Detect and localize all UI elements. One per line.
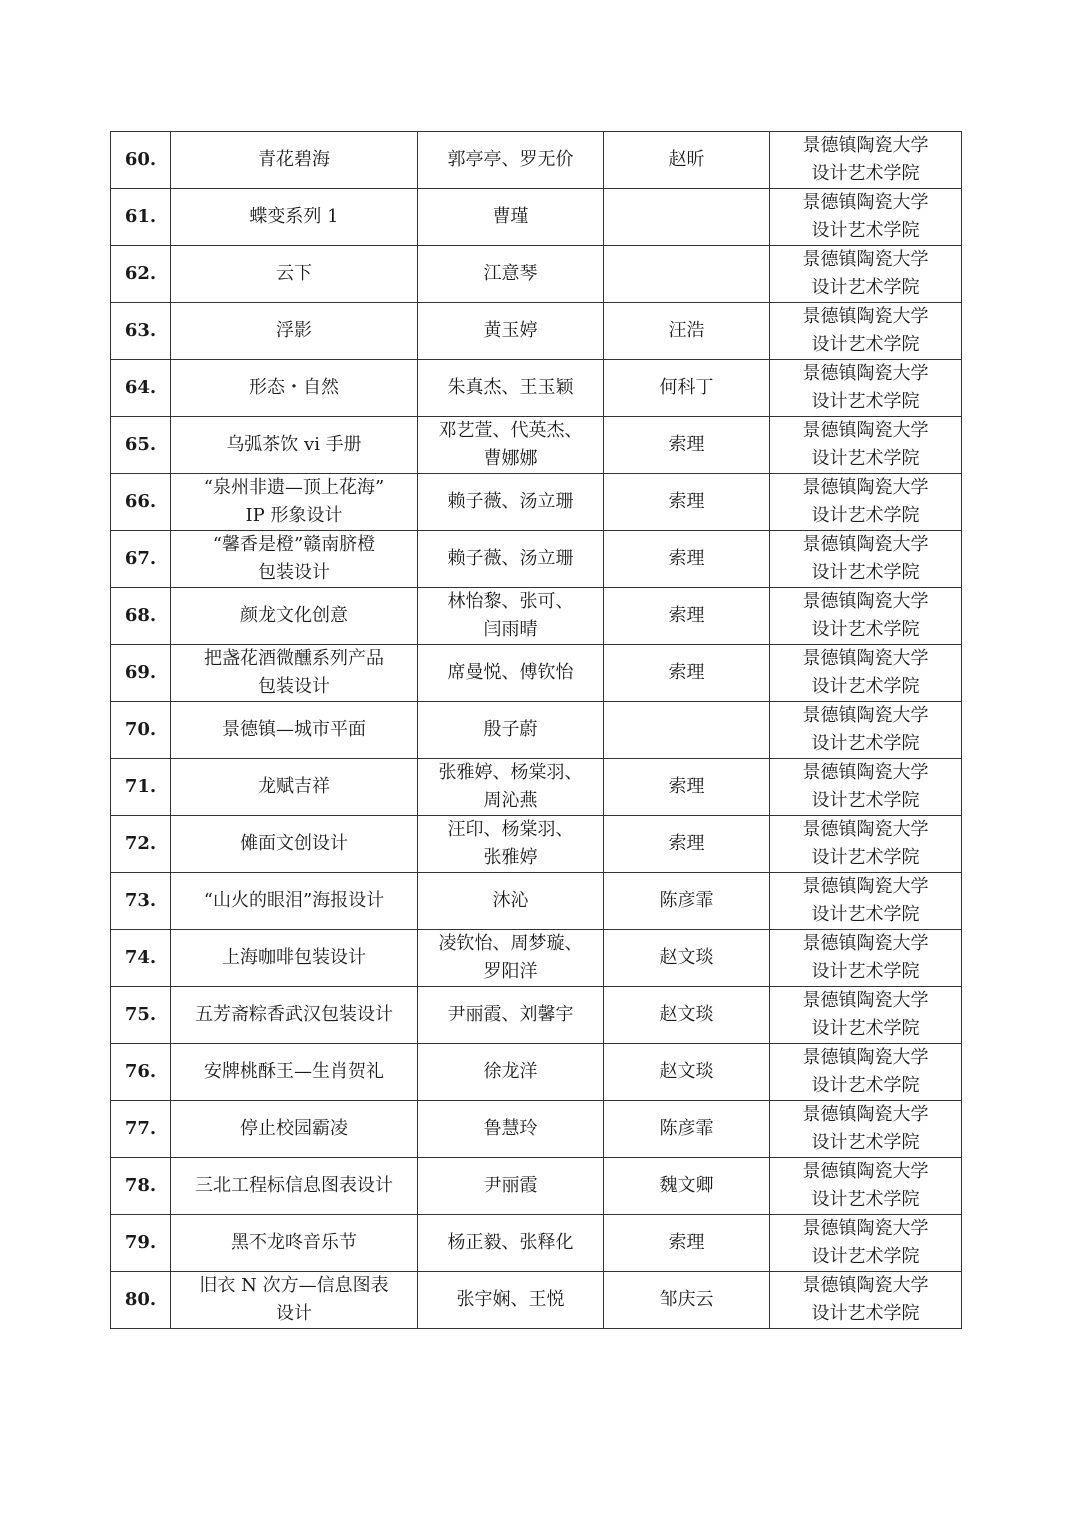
school-name-line: 设计艺术学院 [811,1132,920,1153]
advisor-name: 索理 [604,474,770,531]
author-names-line: 鲁慧玲 [483,1118,538,1139]
work-title [171,759,418,816]
row-number: 64. [111,360,171,417]
table-row [111,816,962,873]
work-title [171,132,418,189]
work-title [171,930,418,987]
table-row [111,930,962,987]
school-name [770,417,962,474]
work-title [171,873,418,930]
school-name-line: 景德镇陶瓷大学 [802,420,929,441]
row-number: 80. [111,1272,171,1329]
author-names-line: 张雅婷 [483,847,538,868]
author-names [418,1215,604,1272]
author-names-line: 杨正毅、张释化 [447,1232,574,1253]
author-names-line: 沐沁 [492,890,529,911]
work-title-line: 三北工程标信息图表设计 [195,1175,393,1196]
work-title-line: 蝶变系列 1 [249,206,339,227]
author-names [418,360,604,417]
school-name-line: 景德镇陶瓷大学 [802,1104,929,1125]
work-title-line: 五芳斋粽香武汉包装设计 [195,1004,393,1025]
work-title [171,417,418,474]
school-name [770,1272,962,1329]
author-names-line: 黄玉婷 [483,320,538,341]
table-row [111,702,962,759]
work-title [171,702,418,759]
school-name-line: 设计艺术学院 [811,1189,920,1210]
school-name-line: 设计艺术学院 [811,163,920,184]
work-title [171,588,418,645]
author-names [418,759,604,816]
work-title [171,531,418,588]
row-number: 76. [111,1044,171,1101]
school-name-line: 设计艺术学院 [811,220,920,241]
row-number: 66. [111,474,171,531]
advisor-name: 索理 [604,417,770,474]
row-number: 75. [111,987,171,1044]
table-row [111,246,962,303]
author-names [418,303,604,360]
table-body [111,132,962,1329]
work-title [171,816,418,873]
author-names-line: 尹丽霞 [483,1175,538,1196]
author-names [418,417,604,474]
table-row [111,303,962,360]
school-name [770,588,962,645]
author-names [418,873,604,930]
school-name-line: 设计艺术学院 [811,676,920,697]
school-name [770,189,962,246]
school-name-line: 景德镇陶瓷大学 [802,876,929,897]
school-name-line: 景德镇陶瓷大学 [802,591,929,612]
work-title [171,303,418,360]
row-number: 74. [111,930,171,987]
work-title-line: 云下 [276,263,312,284]
school-name-line: 景德镇陶瓷大学 [802,933,929,954]
author-names-line: 罗阳洋 [483,961,538,982]
row-number: 71. [111,759,171,816]
school-name-line: 设计艺术学院 [811,448,920,469]
work-title [171,1044,418,1101]
advisor-name: 何科丁 [604,360,770,417]
school-name-line: 设计艺术学院 [811,904,920,925]
author-names [418,702,604,759]
table-row [111,360,962,417]
work-title-line: 傩面文创设计 [240,833,348,854]
row-number: 61. [111,189,171,246]
author-names [418,930,604,987]
author-names-line: 尹丽霞、刘馨宇 [447,1004,574,1025]
school-name [770,759,962,816]
table-row [111,1158,962,1215]
school-name-line: 景德镇陶瓷大学 [802,135,929,156]
school-name [770,645,962,702]
work-title-line: 形态・自然 [249,377,339,398]
table-row [111,645,962,702]
author-names [418,816,604,873]
work-title-line: 龙赋吉祥 [258,776,330,797]
author-names-line: 邓艺萱、代英杰、 [438,420,583,441]
school-name [770,246,962,303]
advisor-name: 汪浩 [604,303,770,360]
table-row [111,987,962,1044]
work-title-line: 设计 [276,1303,312,1324]
row-number: 77. [111,1101,171,1158]
author-names [418,246,604,303]
author-names-line: 闫雨晴 [483,619,538,640]
school-name [770,816,962,873]
work-title-line: 旧衣 N 次方—信息图表 [199,1275,389,1296]
advisor-name: 魏文卿 [604,1158,770,1215]
school-name [770,132,962,189]
school-name-line: 景德镇陶瓷大学 [802,534,929,555]
advisor-name: 赵昕 [604,132,770,189]
school-name-line: 设计艺术学院 [811,391,920,412]
author-names-line: 曹瑾 [492,206,529,227]
school-name-line: 景德镇陶瓷大学 [802,990,929,1011]
row-number: 68. [111,588,171,645]
advisor-name: 赵文琰 [604,987,770,1044]
author-names-line: 曹娜娜 [483,448,538,469]
work-title-line: “馨香是橙”赣南脐橙 [212,534,376,555]
school-name [770,930,962,987]
work-title-line: 安牌桃酥王—生肖贺礼 [204,1061,384,1082]
advisor-name: 邹庆云 [604,1272,770,1329]
work-title-line: 包装设计 [258,562,330,583]
row-number: 60. [111,132,171,189]
school-name [770,360,962,417]
author-names-line: 郭亭亭、罗无价 [447,149,574,170]
school-name [770,873,962,930]
school-name-line: 设计艺术学院 [811,619,920,640]
school-name-line: 设计艺术学院 [811,505,920,526]
table-row [111,1044,962,1101]
school-name-line: 景德镇陶瓷大学 [802,192,929,213]
work-title [171,1158,418,1215]
work-title [171,1215,418,1272]
advisor-name: 索理 [604,759,770,816]
school-name-line: 景德镇陶瓷大学 [802,819,929,840]
work-title [171,1101,418,1158]
author-names-line: 张雅婷、杨棠羽、 [438,762,583,783]
table-row [111,189,962,246]
advisor-name: 索理 [604,645,770,702]
author-names-line: 林怡黎、张可、 [447,591,574,612]
work-title-line: “泉州非遗—顶上花海” [203,477,385,498]
school-name-line: 设计艺术学院 [811,562,920,583]
award-list-table [110,131,962,1329]
author-names-line: 汪印、杨棠羽、 [447,819,574,840]
author-names-line: 江意琴 [483,263,538,284]
school-name-line: 设计艺术学院 [811,1075,920,1096]
school-name-line: 景德镇陶瓷大学 [802,1161,929,1182]
table-row [111,873,962,930]
work-title-line: 青花碧海 [258,149,330,170]
advisor-name: 索理 [604,1215,770,1272]
advisor-name: 索理 [604,588,770,645]
school-name-line: 设计艺术学院 [811,961,920,982]
school-name [770,1044,962,1101]
school-name [770,1158,962,1215]
table-row [111,132,962,189]
row-number: 73. [111,873,171,930]
advisor-name: 陈彦霏 [604,1101,770,1158]
work-title-line: 颜龙文化创意 [240,605,348,626]
school-name [770,474,962,531]
school-name-line: 景德镇陶瓷大学 [802,363,929,384]
school-name [770,1101,962,1158]
author-names [418,987,604,1044]
advisor-name: 索理 [604,531,770,588]
school-name-line: 景德镇陶瓷大学 [802,648,929,669]
advisor-name [604,702,770,759]
school-name [770,531,962,588]
school-name [770,303,962,360]
school-name-line: 设计艺术学院 [811,790,920,811]
author-names [418,588,604,645]
school-name-line: 景德镇陶瓷大学 [802,705,929,726]
row-number: 70. [111,702,171,759]
author-names-line: 朱真杰、王玉颖 [447,377,574,398]
work-title-line: 把盏花酒微醺系列产品 [204,648,384,669]
school-name-line: 景德镇陶瓷大学 [802,249,929,270]
school-name-line: 设计艺术学院 [811,277,920,298]
advisor-name [604,246,770,303]
work-title-line: IP 形象设计 [245,505,343,526]
table-row [111,474,962,531]
work-title-line: 包装设计 [258,676,330,697]
work-title-line: 浮影 [276,320,312,341]
author-names-line: 赖子薇、汤立珊 [447,548,574,569]
school-name-line: 景德镇陶瓷大学 [802,306,929,327]
school-name-line: 设计艺术学院 [811,733,920,754]
author-names-line: 徐龙洋 [483,1061,538,1082]
work-title [171,1272,418,1329]
table-row [111,531,962,588]
author-names [418,1158,604,1215]
author-names-line: 席曼悦、傅钦怡 [447,662,574,683]
work-title-line: 黑不龙咚音乐节 [231,1232,357,1253]
row-number: 78. [111,1158,171,1215]
school-name-line: 设计艺术学院 [811,1246,920,1267]
school-name-line: 设计艺术学院 [811,1303,920,1324]
advisor-name [604,189,770,246]
table-row [111,588,962,645]
school-name-line: 景德镇陶瓷大学 [802,1218,929,1239]
table-row [111,1215,962,1272]
author-names-line: 周沁燕 [483,790,538,811]
row-number: 67. [111,531,171,588]
work-title [171,360,418,417]
school-name [770,1215,962,1272]
row-number: 63. [111,303,171,360]
author-names-line: 殷子蔚 [483,719,538,740]
school-name-line: 设计艺术学院 [811,847,920,868]
work-title [171,189,418,246]
school-name-line: 景德镇陶瓷大学 [802,762,929,783]
row-number: 72. [111,816,171,873]
work-title [171,987,418,1044]
row-number: 62. [111,246,171,303]
row-number: 69. [111,645,171,702]
school-name-line: 景德镇陶瓷大学 [802,1047,929,1068]
advisor-name: 陈彦霏 [604,873,770,930]
author-names [418,1044,604,1101]
school-name-line: 景德镇陶瓷大学 [802,477,929,498]
work-title-line: “山火的眼泪”海报设计 [203,890,385,911]
school-name [770,987,962,1044]
author-names-line: 赖子薇、汤立珊 [447,491,574,512]
work-title [171,645,418,702]
author-names [418,531,604,588]
table-row [111,1101,962,1158]
school-name-line: 设计艺术学院 [811,334,920,355]
advisor-name: 赵文琰 [604,930,770,987]
author-names [418,1101,604,1158]
school-name [770,702,962,759]
table-row [111,1272,962,1329]
table-row [111,759,962,816]
table-row [111,417,962,474]
work-title-line: 停止校园霸凌 [240,1118,348,1139]
author-names-line: 张宇娴、王悦 [456,1289,565,1310]
advisor-name: 赵文琰 [604,1044,770,1101]
author-names [418,1272,604,1329]
author-names [418,645,604,702]
work-title-line: 景德镇—城市平面 [222,719,366,740]
author-names [418,132,604,189]
school-name-line: 景德镇陶瓷大学 [802,1275,929,1296]
author-names-line: 凌钦怡、周梦璇、 [438,933,583,954]
advisor-name: 索理 [604,816,770,873]
author-names [418,474,604,531]
work-title [171,474,418,531]
work-title-line: 上海咖啡包装设计 [222,947,366,968]
row-number: 65. [111,417,171,474]
row-number: 79. [111,1215,171,1272]
work-title-line: 乌弧茶饮 vi 手册 [226,434,362,455]
author-names [418,189,604,246]
school-name-line: 设计艺术学院 [811,1018,920,1039]
work-title [171,246,418,303]
